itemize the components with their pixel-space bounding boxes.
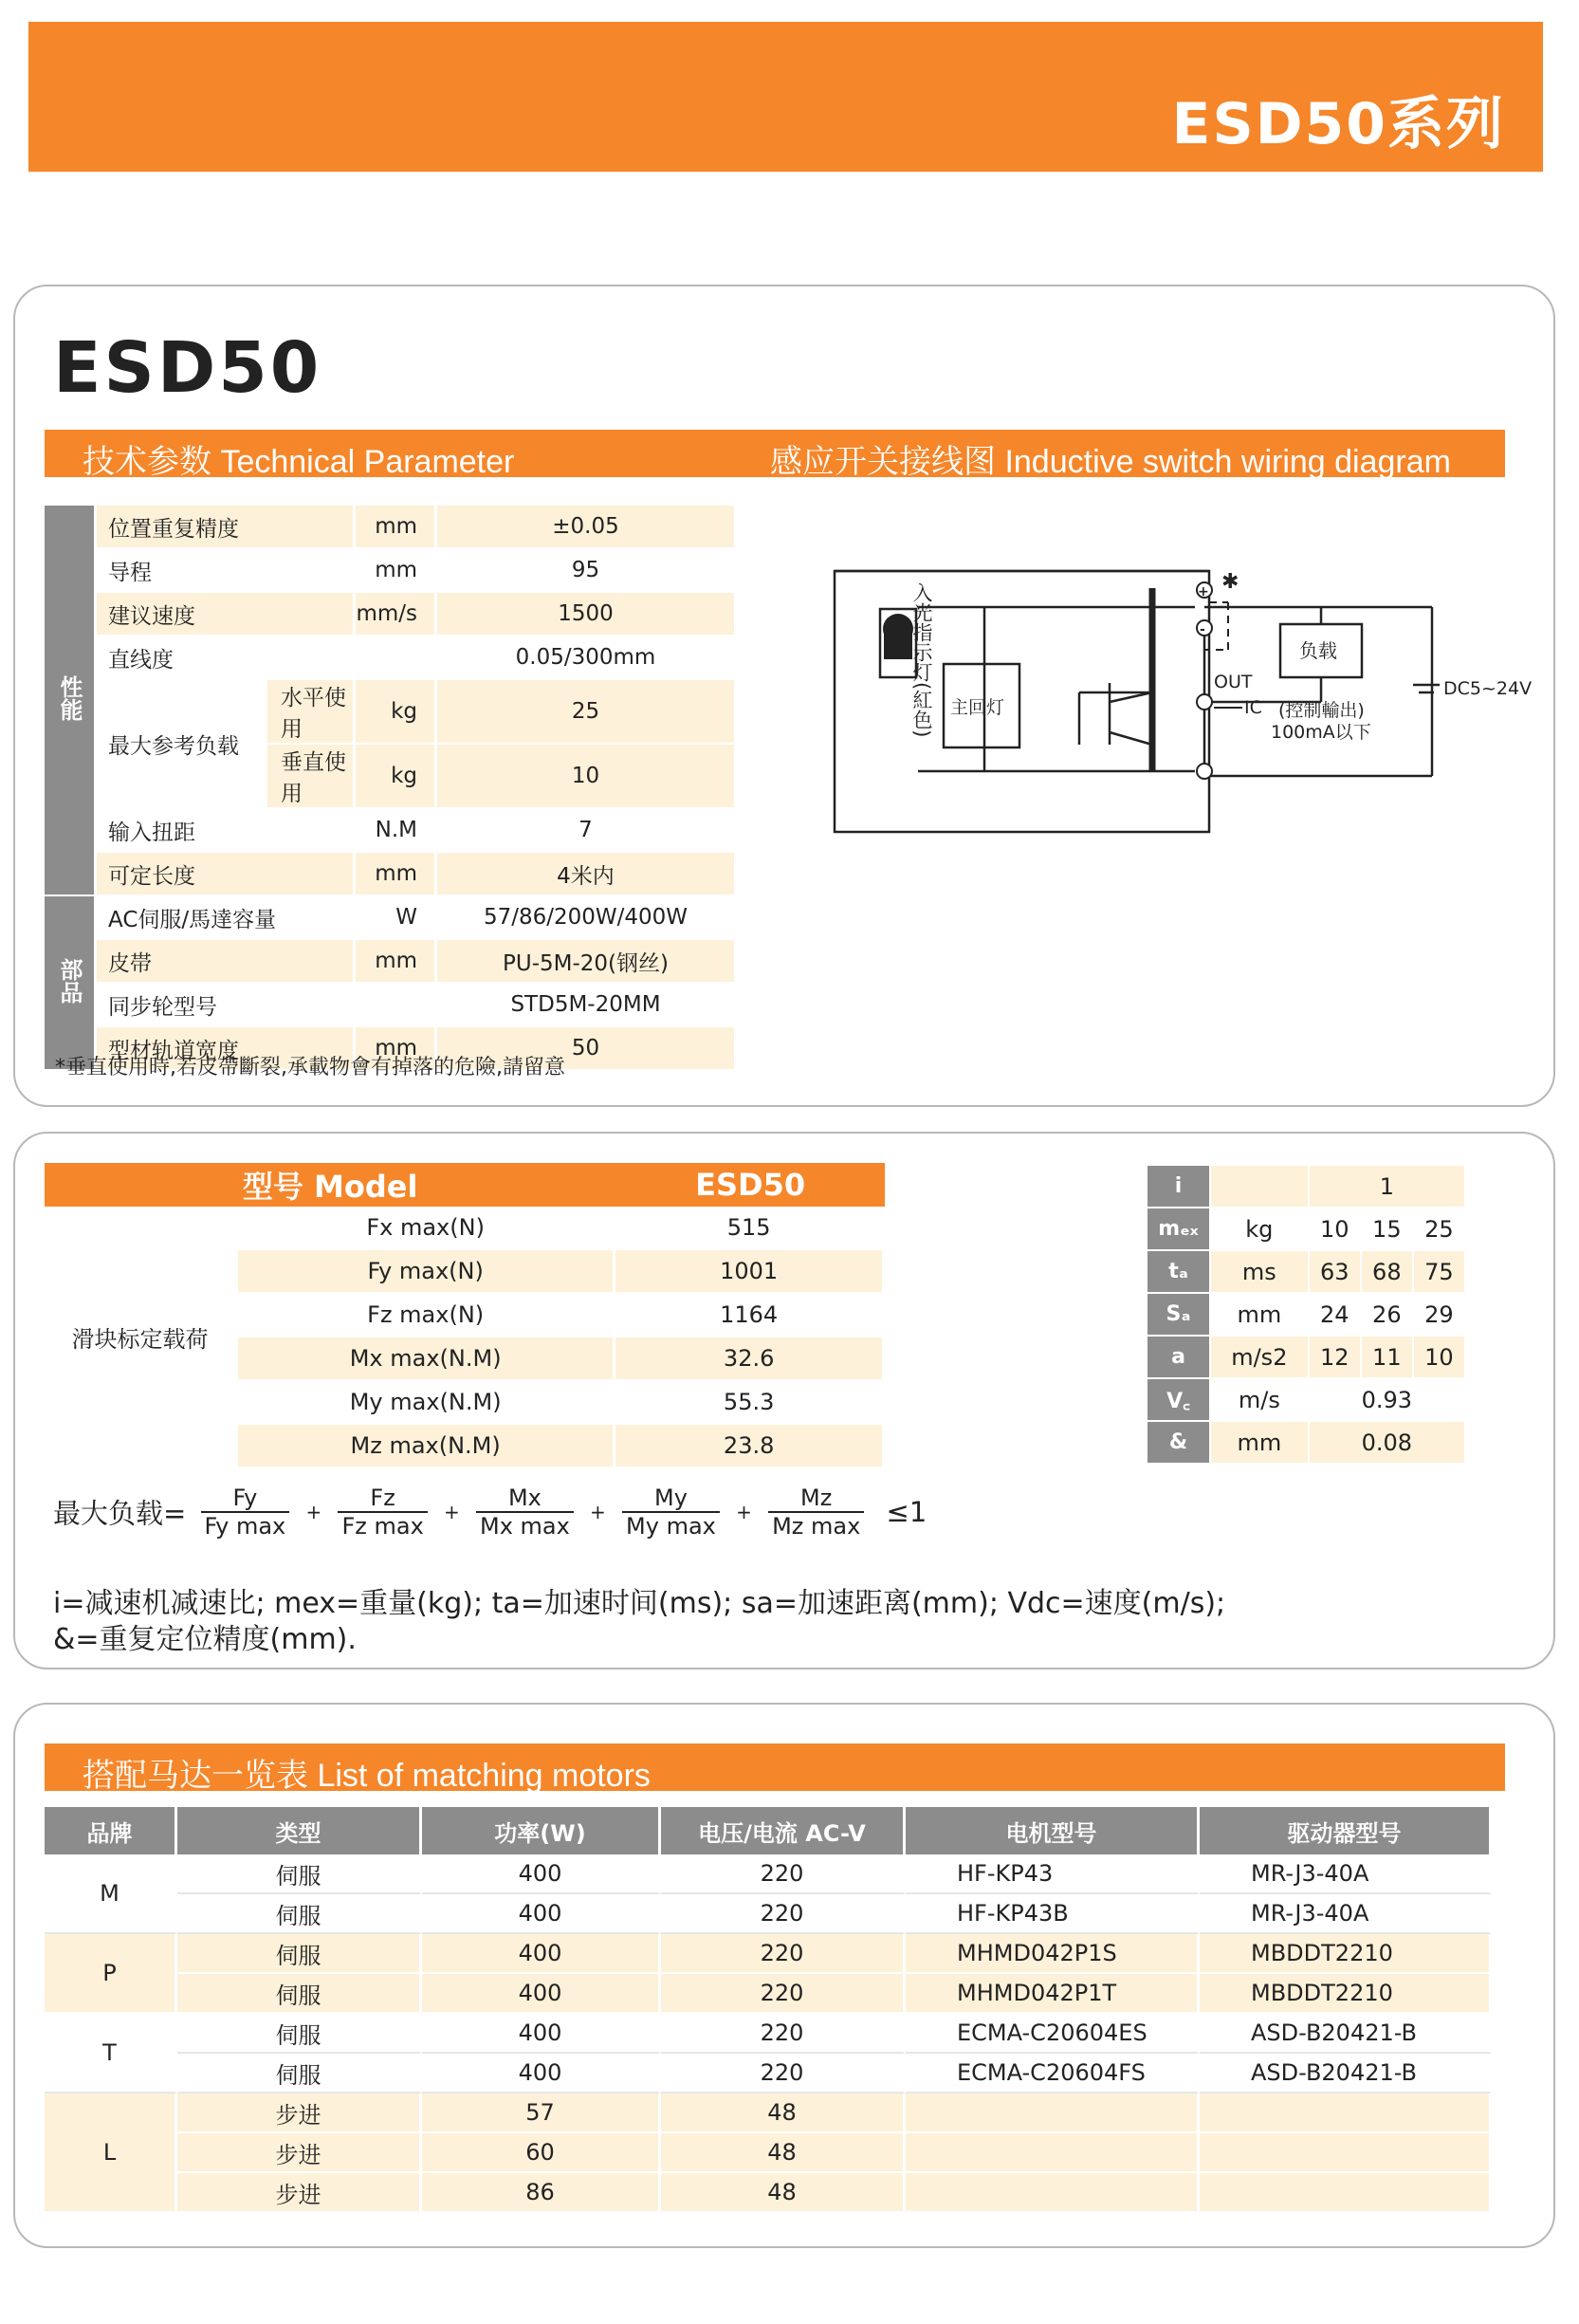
- param-value: 1: [1310, 1166, 1466, 1208]
- param-value: 0.08: [1310, 1422, 1466, 1465]
- plus-sign: +: [444, 1501, 460, 1523]
- param-unit: [356, 984, 437, 1027]
- power-supply-label: DC5~24V: [1443, 678, 1533, 699]
- power-cell: 400: [422, 1934, 661, 1974]
- tech-param-title: 技术参数 Technical Parameter: [83, 444, 515, 480]
- table-row: [45, 2133, 1492, 2173]
- motor-cell: MHMD042P1T: [906, 1974, 1200, 2014]
- brand-cell: P: [45, 1934, 177, 2014]
- param-value: 25: [1414, 1208, 1466, 1251]
- table-row: [45, 984, 737, 1027]
- voltage-cell: 220: [661, 1854, 906, 1894]
- param-value: 68: [1362, 1251, 1414, 1294]
- param-subname: 垂直使用: [267, 745, 356, 809]
- motor-cell: [906, 2173, 1200, 2213]
- param-unit: mm: [356, 1027, 437, 1071]
- param-value: 75: [1414, 1251, 1466, 1294]
- table-row: [45, 680, 737, 745]
- legend-line-2: &=重复定位精度(mm).: [53, 1623, 357, 1656]
- tech-param-table: [45, 506, 737, 1071]
- param-value: 63: [1310, 1251, 1362, 1294]
- table-header-row: [45, 1163, 885, 1207]
- param-name: 建议速度: [97, 593, 356, 636]
- param-unit: [1211, 1166, 1310, 1208]
- lamp-body-icon: [884, 631, 912, 659]
- power-cell: 400: [422, 1854, 661, 1894]
- param-name: 位置重复精度: [97, 506, 356, 549]
- power-cell: 400: [422, 1894, 661, 1934]
- voltage-cell: 220: [661, 1894, 906, 1934]
- load-group-label: 滑块标定载荷: [45, 1207, 238, 1468]
- motor-cell: MHMD042P1S: [906, 1934, 1200, 1974]
- voltage-cell: 220: [661, 2014, 906, 2054]
- section-header-tech: [45, 430, 1505, 480]
- param-symbol: &: [1148, 1422, 1211, 1465]
- voltage-cell: 220: [661, 1974, 906, 2014]
- col-header: 电压/电流 AC-V: [661, 1807, 906, 1854]
- star-icon: ✱: [1221, 570, 1239, 594]
- param-value: 10: [1414, 1337, 1466, 1379]
- param-value: ±0.05: [437, 506, 737, 549]
- formula-tail: ≤1: [886, 1496, 927, 1528]
- param-value: 12: [1310, 1337, 1362, 1379]
- brand-cell: M: [45, 1854, 177, 1934]
- table-row: [45, 506, 737, 549]
- top-banner: [28, 22, 1543, 172]
- table-row: [45, 940, 737, 984]
- load-name: Mz max(N.M): [238, 1425, 615, 1468]
- param-value: 29: [1414, 1294, 1466, 1337]
- param-value: 25: [437, 680, 737, 745]
- param-value: STD5M-20MM: [437, 984, 737, 1027]
- voltage-cell: 48: [661, 2093, 906, 2133]
- load-value: 515: [615, 1207, 885, 1250]
- current-limit-label: 100mA以下: [1271, 722, 1371, 743]
- voltage-cell: 220: [661, 2054, 906, 2093]
- param-value: 26: [1362, 1294, 1414, 1337]
- param-unit: kg: [356, 680, 437, 745]
- driver-cell: [1200, 2093, 1492, 2133]
- voltage-cell: 48: [661, 2173, 906, 2213]
- load-value: 1001: [615, 1250, 885, 1294]
- param-subname: 水平使用: [267, 680, 356, 745]
- motors-title: 搭配马达一览表 List of matching motors: [83, 1758, 651, 1794]
- type-cell: 伺服: [177, 1974, 422, 2014]
- table-row: [1148, 1379, 1466, 1422]
- driver-cell: MBDDT2210: [1200, 1974, 1492, 2014]
- load-name: Fx max(N): [238, 1207, 615, 1250]
- param-unit: N.M: [356, 809, 437, 853]
- table-row: [45, 1934, 1492, 1974]
- param-symbol: a: [1148, 1337, 1211, 1379]
- motor-cell: HF-KP43B: [906, 1894, 1200, 1934]
- type-cell: 步进: [177, 2133, 422, 2173]
- load-label: 负载: [1299, 639, 1337, 662]
- param-value: 4米内: [437, 853, 737, 896]
- max-load-formula: [53, 1485, 927, 1540]
- formula-term: $\frac{Fy}{\text{Fy max}}$: [201, 1485, 290, 1540]
- table-row: [45, 1894, 1492, 1934]
- table-row: [45, 593, 737, 636]
- param-symbol: i: [1148, 1166, 1211, 1208]
- motor-cell: ECMA-C20604ES: [906, 2014, 1200, 2054]
- table-row: [1148, 1337, 1466, 1379]
- power-cell: 400: [422, 2054, 661, 2093]
- minus-label: -: [1200, 622, 1205, 637]
- table-row: [1148, 1251, 1466, 1294]
- series-title: ESD50系列: [1171, 91, 1505, 157]
- param-unit: m/s: [1211, 1379, 1310, 1422]
- group-parts: 部品: [45, 896, 97, 1071]
- type-cell: 伺服: [177, 2054, 422, 2093]
- model-heading: ESD50: [53, 327, 322, 409]
- plus-sign: +: [590, 1501, 606, 1523]
- table-row: [1148, 1166, 1466, 1208]
- plus-label: +: [1198, 584, 1209, 599]
- formula-term: $\frac{My}{\text{My max}}$: [622, 1485, 720, 1540]
- terminal-out: [1197, 694, 1212, 710]
- brand-cell: L: [45, 2093, 177, 2213]
- param-unit: mm: [1211, 1422, 1310, 1465]
- table-row: [45, 896, 737, 940]
- plus-sign: +: [736, 1501, 752, 1523]
- param-name: 导程: [97, 549, 356, 593]
- param-value: 24: [1310, 1294, 1362, 1337]
- indicator-label: 入光指示灯(紅色): [910, 582, 933, 738]
- col-header: 品牌: [45, 1807, 177, 1854]
- param-value: 50: [437, 1027, 737, 1071]
- type-cell: 伺服: [177, 1854, 422, 1894]
- param-name: 可定长度: [97, 853, 356, 896]
- formula-label: 最大负载=: [53, 1497, 187, 1530]
- table-row: [1148, 1422, 1466, 1465]
- formula-term: $\frac{Mz}{\text{Mz max}}$: [768, 1485, 864, 1540]
- formula-term: $\frac{Mx}{\text{Mx max}}$: [476, 1485, 574, 1540]
- param-unit: m/s2: [1211, 1337, 1310, 1379]
- driver-cell: [1200, 2173, 1492, 2213]
- section-header-motors: [45, 1743, 1505, 1794]
- table-row: [45, 2054, 1492, 2093]
- param-unit: kg: [1211, 1208, 1310, 1251]
- load-value: 32.6: [615, 1337, 885, 1381]
- driver-cell: MR-J3-40A: [1200, 1894, 1492, 1934]
- driver-cell: ASD-B20421-B: [1200, 2014, 1492, 2054]
- param-name: 同步轮型号: [97, 984, 356, 1027]
- driver-cell: ASD-B20421-B: [1200, 2054, 1492, 2093]
- motion-param-table: [1148, 1166, 1466, 1465]
- out-label: OUT: [1214, 672, 1253, 692]
- vertical-use-note: *垂直使用時,若皮帶斷裂,承載物會有掉落的危險,請留意: [55, 1056, 565, 1079]
- param-unit: mm: [356, 940, 437, 984]
- voltage-cell: 220: [661, 1934, 906, 1974]
- power-cell: 57: [422, 2093, 661, 2133]
- type-cell: 伺服: [177, 2014, 422, 2054]
- type-cell: 步进: [177, 2093, 422, 2133]
- table-row: [45, 1974, 1492, 2014]
- load-value: 55.3: [615, 1381, 885, 1425]
- main-light-label: 主回灯: [950, 697, 1005, 718]
- type-cell: 伺服: [177, 1934, 422, 1974]
- motor-cell: ECMA-C20604FS: [906, 2054, 1200, 2093]
- voltage-cell: 48: [661, 2133, 906, 2173]
- motor-table: [45, 1807, 1492, 2213]
- table-row: [1148, 1208, 1466, 1251]
- param-symbol: tₐ: [1148, 1251, 1211, 1294]
- param-unit: [356, 636, 437, 680]
- group-performance: 性能: [45, 506, 97, 896]
- param-name: AC伺服/馬達容量: [97, 896, 356, 940]
- load-name: Mx max(N.M): [238, 1337, 615, 1381]
- param-value: 10: [437, 745, 737, 809]
- table-row: [45, 809, 737, 853]
- motor-cell: [906, 2093, 1200, 2133]
- param-name: 皮帯: [97, 940, 356, 984]
- terminal-common: [1197, 764, 1212, 779]
- power-cell: 400: [422, 2014, 661, 2054]
- table-row: [45, 549, 737, 593]
- param-symbol: Sₐ: [1148, 1294, 1211, 1337]
- table-row: [45, 1854, 1492, 1894]
- param-symbol: mₑₓ: [1148, 1208, 1211, 1251]
- param-value: 95: [437, 549, 737, 593]
- param-value: 7: [437, 809, 737, 853]
- col-header: 类型: [177, 1807, 422, 1854]
- power-cell: 60: [422, 2133, 661, 2173]
- type-cell: 步进: [177, 2173, 422, 2213]
- load-name: My max(N.M): [238, 1381, 615, 1425]
- param-value: 15: [1362, 1208, 1414, 1251]
- load-name: Fy max(N): [238, 1250, 615, 1294]
- param-unit: mm: [356, 506, 437, 549]
- param-value: 1500: [437, 593, 737, 636]
- driver-cell: MR-J3-40A: [1200, 1854, 1492, 1894]
- wiring-diagram: [825, 560, 1533, 844]
- param-name: 型材轨道宽度: [97, 1027, 356, 1071]
- driver-cell: MBDDT2210: [1200, 1934, 1492, 1974]
- param-symbol: V꜀: [1148, 1379, 1211, 1422]
- motor-cell: [906, 2133, 1200, 2173]
- formula-term: $\frac{Fz}{\text{Fz max}}$: [338, 1485, 427, 1540]
- param-unit: mm: [1211, 1294, 1310, 1337]
- table-row: [45, 853, 737, 896]
- wiring-title: 感应开关接线图 Inductive switch wiring diagram: [770, 444, 1451, 480]
- table-row: [45, 1207, 885, 1250]
- load-value: 1164: [615, 1294, 885, 1337]
- col-header: 功率(W): [422, 1807, 661, 1854]
- model-header: 型号 Model: [45, 1163, 615, 1207]
- param-unit: kg: [356, 745, 437, 809]
- load-value: 23.8: [615, 1425, 885, 1468]
- col-header: 驱动器型号: [1200, 1807, 1492, 1854]
- param-value: 0.05/300mm: [437, 636, 737, 680]
- table-row: [45, 636, 737, 680]
- control-output-label: (控制輸出): [1278, 700, 1365, 721]
- model-load-table: [45, 1163, 885, 1468]
- brand-cell: T: [45, 2014, 177, 2093]
- param-name: 最大参考负载: [97, 680, 267, 809]
- param-value: 10: [1310, 1208, 1362, 1251]
- param-unit: W: [356, 896, 437, 940]
- table-row: [1148, 1294, 1466, 1337]
- type-cell: 伺服: [177, 1894, 422, 1934]
- param-value: PU-5M-20(钢丝): [437, 940, 737, 984]
- driver-cell: [1200, 2133, 1492, 2173]
- param-unit: ms: [1211, 1251, 1310, 1294]
- table-row: [45, 2093, 1492, 2133]
- param-value: 57/86/200W/400W: [437, 896, 737, 940]
- plus-sign: +: [305, 1501, 322, 1523]
- param-value: 11: [1362, 1337, 1414, 1379]
- param-name: 直线度: [97, 636, 356, 680]
- motor-cell: HF-KP43: [906, 1854, 1200, 1894]
- param-unit: mm: [356, 853, 437, 896]
- ic-label: IC: [1244, 697, 1262, 718]
- model-header-value: ESD50: [615, 1163, 885, 1207]
- param-name: 输入扭距: [97, 809, 356, 853]
- legend-line-1: i=减速机减速比; mex=重量(kg); ta=加速时间(ms); sa=加速距离(mm); Vdc=速度(m/s);: [53, 1587, 1226, 1620]
- power-cell: 86: [422, 2173, 661, 2213]
- param-value: 0.93: [1310, 1379, 1466, 1422]
- power-cell: 400: [422, 1974, 661, 2014]
- table-header-row: [45, 1807, 1492, 1854]
- col-header: 电机型号: [906, 1807, 1200, 1854]
- param-unit: mm/s: [356, 593, 437, 636]
- load-name: Fz max(N): [238, 1294, 615, 1337]
- table-row: [45, 2014, 1492, 2054]
- table-row: [45, 2173, 1492, 2213]
- param-unit: mm: [356, 549, 437, 593]
